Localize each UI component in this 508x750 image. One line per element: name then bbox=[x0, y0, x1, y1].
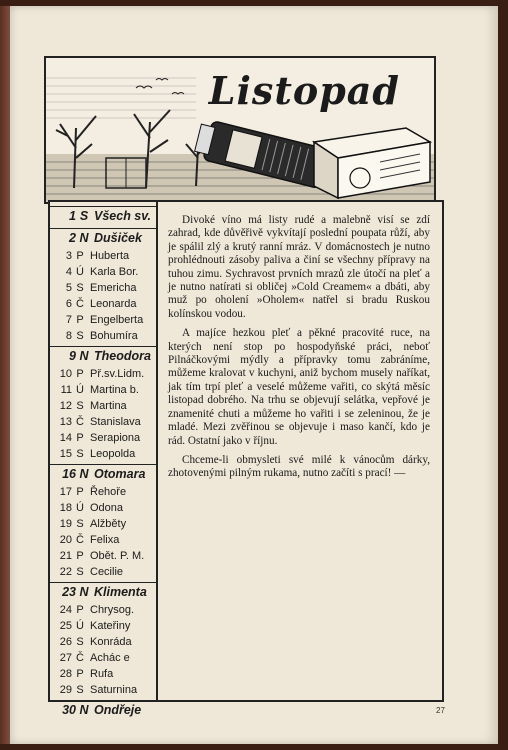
day-number: 25 bbox=[59, 620, 72, 632]
day-number: 19 bbox=[59, 518, 72, 530]
name-day: Ondřeje bbox=[94, 703, 142, 717]
name-day: Leonarda bbox=[90, 298, 137, 310]
name-day: Bohumíra bbox=[90, 330, 138, 342]
page-number: 27 bbox=[436, 706, 445, 715]
day-number: 16 bbox=[62, 467, 76, 481]
day-number: 1 bbox=[69, 209, 76, 223]
day-number: 30 bbox=[62, 703, 76, 717]
day-number: 6 bbox=[65, 298, 72, 310]
weekday-letter: P bbox=[76, 250, 84, 262]
weekday-letter: Ú bbox=[76, 266, 84, 278]
day-number: 18 bbox=[59, 502, 72, 514]
name-day: Martina b. bbox=[90, 384, 139, 396]
day-number: 26 bbox=[59, 636, 72, 648]
calendar-frame bbox=[48, 200, 444, 717]
name-day: Achác e bbox=[90, 652, 130, 664]
weekday-letter: N bbox=[79, 349, 89, 363]
weekday-letter: Č bbox=[76, 534, 84, 546]
weekday-letter: S bbox=[76, 566, 84, 578]
day-number: 3 bbox=[65, 250, 72, 262]
calendar-day-row bbox=[50, 681, 156, 699]
name-day: Odona bbox=[90, 502, 124, 514]
name-day: Emericha bbox=[90, 282, 137, 294]
weekday-letter: N bbox=[79, 585, 89, 599]
article-paragraph: Chceme-li obmysleti své milé k vánocům dárky, zhotovenými pilným rukama, nutno začíti s prací! — bbox=[168, 453, 430, 480]
name-day: Kateřiny bbox=[90, 620, 131, 632]
article-paragraph: A majíce hezkou pleť a pěkné pracovité ruce, na kterých není stop po hospodyňské práci, neboť Pilnáčkovými mýdly a přípravky tomu zabráníme, můžeme kralovat v kuchyni, aniž bychom musely naříkat, jak tím trpí pleť a veselé můžeme vařiti, co skýtá měsíc listopad dobrého. Na trhu se objevují selátka, vepřové je znamenité chuti a můžeme ho vařiti i se zeleninou, že je mladé. Mezi zvěřinou se objevuje i maso kančí, kdo je rád. Ostatní jako v říjnu. bbox=[168, 327, 430, 447]
calendar-day-row bbox=[50, 327, 156, 345]
name-day: Rufa bbox=[90, 668, 114, 680]
month-header-illustration bbox=[44, 56, 436, 204]
day-number: 9 bbox=[69, 349, 76, 363]
day-number: 5 bbox=[65, 282, 72, 294]
day-number: 29 bbox=[59, 684, 72, 696]
day-number: 7 bbox=[65, 314, 72, 326]
name-day: Klimenta bbox=[94, 585, 147, 599]
name-day: Dušiček bbox=[94, 231, 142, 245]
day-number: 10 bbox=[59, 368, 72, 380]
calendar-sunday-row bbox=[50, 582, 156, 601]
name-day: Serapiona bbox=[90, 432, 141, 444]
day-number: 21 bbox=[59, 550, 72, 562]
name-day: Stanislava bbox=[90, 416, 141, 428]
weekday-letter: S bbox=[76, 518, 84, 530]
day-number: 8 bbox=[65, 330, 72, 342]
calendar-sunday-row bbox=[50, 228, 156, 247]
name-day: Engelberta bbox=[90, 314, 144, 326]
day-number: 2 bbox=[69, 231, 76, 245]
name-day: Leopolda bbox=[90, 448, 136, 460]
weekday-letter: S bbox=[76, 684, 84, 696]
calendar-day-row bbox=[50, 445, 156, 463]
weekday-letter: P bbox=[76, 314, 84, 326]
weekday-letter: S bbox=[76, 400, 84, 412]
name-day: Alžběty bbox=[90, 518, 127, 530]
name-day: Saturnina bbox=[90, 684, 138, 696]
name-day: Huberta bbox=[90, 250, 130, 262]
weekday-letter: P bbox=[76, 486, 84, 498]
name-day: Obět. P. M. bbox=[90, 550, 145, 562]
weekday-letter: P bbox=[76, 432, 84, 444]
name-day: Řehoře bbox=[90, 486, 127, 498]
calendar-sunday-row bbox=[50, 464, 156, 483]
weekday-letter: Č bbox=[76, 652, 84, 664]
weekday-letter: P bbox=[76, 604, 84, 616]
month-article bbox=[168, 214, 430, 487]
name-day: Chrysog. bbox=[90, 604, 135, 616]
weekday-letter: S bbox=[76, 636, 84, 648]
month-title: Listopad bbox=[208, 68, 400, 113]
day-number: 14 bbox=[59, 432, 72, 444]
name-day: Theodora bbox=[94, 349, 151, 363]
day-number: 24 bbox=[59, 604, 72, 616]
day-number: 4 bbox=[65, 266, 72, 278]
weekday-letter: N bbox=[79, 231, 89, 245]
calendar-sunday-row bbox=[50, 346, 156, 365]
day-number: 15 bbox=[59, 448, 72, 460]
weekday-letter: N bbox=[79, 467, 89, 481]
day-number: 11 bbox=[60, 384, 72, 396]
day-number: 28 bbox=[59, 668, 72, 680]
name-day: Otomara bbox=[94, 467, 146, 481]
day-calendar-column bbox=[50, 202, 158, 717]
day-number: 20 bbox=[59, 534, 72, 546]
day-number: 12 bbox=[59, 400, 72, 412]
article-paragraph: Divoké víno má listy rudé a malebně visí se zdí zahrad, kde důvěřivě vykvítají poslední poupata růží, aby je spálil zlý a krutý ranní mráz. V domácnostech je nutno prohlédnouti zásoby paliva a činí se všechny přípravy na tuhou zimu. Sychravost prvních mrazů zle útočí na pleť a je nutno natírati si obličej »Cold Creamem« a dbáti, aby muž po oholení »Oholem« natřel si bradu Ruskou kolínskou vodou. bbox=[168, 214, 430, 320]
weekday-letter: S bbox=[76, 282, 84, 294]
day-number: 27 bbox=[59, 652, 72, 664]
day-number: 22 bbox=[59, 566, 72, 578]
weekday-letter: P bbox=[76, 668, 84, 680]
weekday-letter: Č bbox=[76, 298, 84, 310]
weekday-letter: Ú bbox=[76, 502, 84, 514]
weekday-letter: S bbox=[76, 330, 84, 342]
weekday-letter: P bbox=[76, 550, 84, 562]
name-day: Karla Bor. bbox=[90, 266, 139, 278]
calendar-sunday-row bbox=[50, 700, 156, 719]
weekday-letter: Ú bbox=[76, 620, 84, 632]
weekday-letter: N bbox=[79, 703, 89, 717]
name-day: Konráda bbox=[90, 636, 132, 648]
name-day: Př.sv.Lidm. bbox=[90, 368, 145, 380]
day-number: 23 bbox=[62, 585, 76, 599]
weekday-letter: Č bbox=[76, 416, 84, 428]
name-day: Cecilie bbox=[90, 566, 124, 578]
calendar-sunday-row bbox=[50, 206, 156, 225]
weekday-letter: P bbox=[76, 368, 84, 380]
day-number: 17 bbox=[59, 486, 72, 498]
weekday-letter: S bbox=[76, 448, 84, 460]
name-day: Felixa bbox=[90, 534, 120, 546]
calendar-day-row bbox=[50, 563, 156, 581]
weekday-letter: S bbox=[79, 209, 89, 223]
name-day: Všech sv. bbox=[94, 209, 151, 223]
name-day: Martina bbox=[90, 400, 127, 412]
weekday-letter: Ú bbox=[76, 384, 84, 396]
day-number: 13 bbox=[59, 416, 72, 428]
